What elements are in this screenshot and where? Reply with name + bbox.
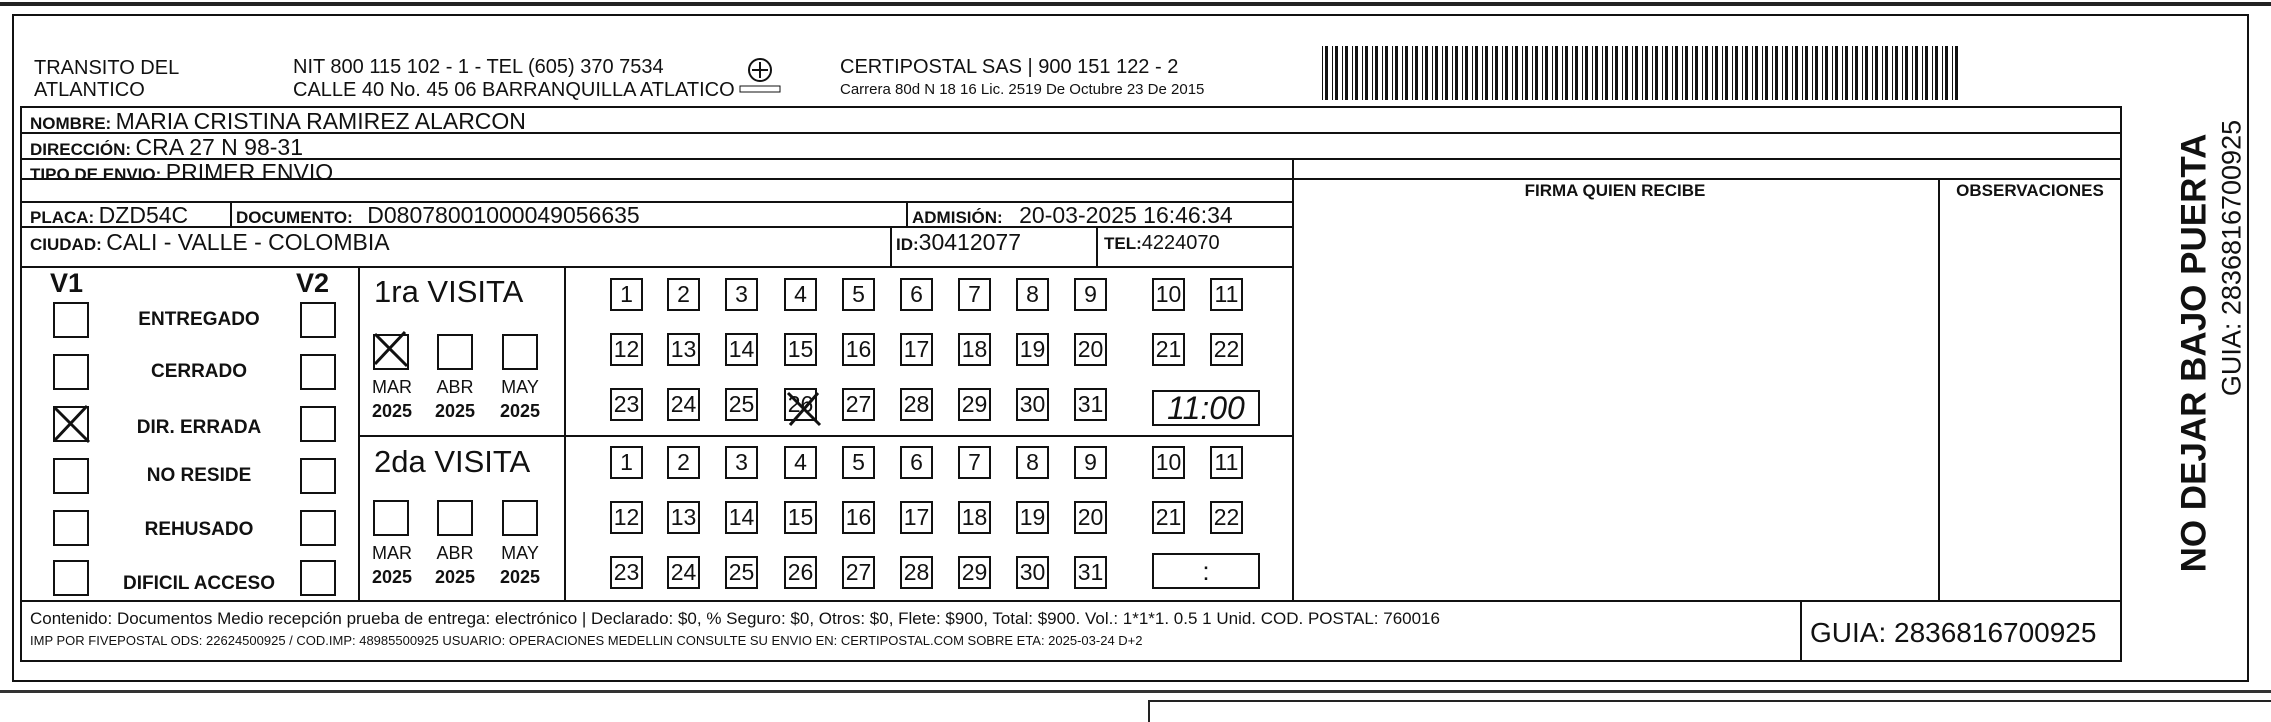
second-visit-year-may: 2025 <box>499 567 541 587</box>
second-visit-day-17[interactable]: 17 <box>900 501 933 534</box>
courier-name: CERTIPOSTAL SAS | 900 151 122 - 2 <box>840 56 1179 78</box>
barcode-bar <box>1842 46 1843 100</box>
first-visit-day-2[interactable]: 2 <box>667 278 700 311</box>
day-26-x-mark-icon <box>784 389 824 429</box>
barcode-bar <box>1612 46 1613 100</box>
scan-edge-top <box>0 2 2271 6</box>
first-visit-year-mar: 2025 <box>371 401 413 421</box>
barcode-bar <box>1415 46 1418 100</box>
tipo-value: PRIMER ENVIO <box>165 159 334 185</box>
v2-checkbox-no-reside[interactable] <box>300 458 336 494</box>
first-visit-day-8[interactable]: 8 <box>1016 278 1049 311</box>
issuer-name: TRANSITO DEL ATLANTICO <box>34 57 180 101</box>
barcode-bar <box>1792 46 1793 100</box>
barcode-bar <box>1432 46 1433 100</box>
second-visit-day-14[interactable]: 14 <box>725 501 758 534</box>
barcode-bar <box>1652 46 1653 100</box>
issuer-address: CALLE 40 No. 45 06 BARRANQUILLA ATLATICO <box>293 79 735 101</box>
barcode-bar <box>1802 46 1803 100</box>
barcode-bar <box>1822 46 1823 100</box>
barcode <box>1322 46 1962 100</box>
courier-address: Carrera 80d N 18 16 Lic. 2519 De Octubre 23 De 2015 <box>840 81 1205 98</box>
v1-checkbox-dificil-acceso[interactable] <box>53 560 89 596</box>
barcode-bar <box>1855 46 1858 100</box>
v1-checkbox-entregado[interactable] <box>53 302 89 338</box>
checkmark-x-icon <box>49 402 93 446</box>
first-visit-day-22[interactable]: 22 <box>1210 333 1243 366</box>
first-visit-day-13[interactable]: 13 <box>667 333 700 366</box>
v1-checkbox-dir-errada[interactable] <box>53 406 89 442</box>
second-visit-day-4[interactable]: 4 <box>784 446 817 479</box>
first-visit-day-30[interactable]: 30 <box>1016 388 1049 421</box>
barcode-bar <box>1575 46 1578 100</box>
barcode-bar <box>1452 46 1453 100</box>
barcode-bar <box>1662 46 1663 100</box>
barcode-bar <box>1435 46 1438 100</box>
first-visit-day-11[interactable]: 11 <box>1210 278 1243 311</box>
barcode-bar <box>1942 46 1943 100</box>
barcode-bar <box>1872 46 1873 100</box>
barcode-bar <box>1342 46 1343 100</box>
first-visit-day-7[interactable]: 7 <box>958 278 991 311</box>
second-visit-time-box[interactable] <box>1152 553 1260 589</box>
first-visit-day-5[interactable]: 5 <box>842 278 875 311</box>
barcode-bar <box>1915 46 1918 100</box>
second-visit-day-12[interactable]: 12 <box>610 501 643 534</box>
barcode-bar <box>1752 46 1753 100</box>
barcode-bar <box>1345 46 1348 100</box>
barcode-bar <box>1735 46 1738 100</box>
second-visit-day-10[interactable]: 10 <box>1152 446 1185 479</box>
barcode-bar <box>1615 46 1618 100</box>
barcode-bar <box>1715 46 1718 100</box>
barcode-bar <box>1782 46 1783 100</box>
first-visit-day-6[interactable]: 6 <box>900 278 933 311</box>
second-visit-day-6[interactable]: 6 <box>900 446 933 479</box>
barcode-bar <box>1825 46 1828 100</box>
barcode-bar <box>1322 46 1323 100</box>
barcode-bar <box>1375 46 1378 100</box>
barcode-bar <box>1722 46 1723 100</box>
barcode-bar <box>1325 46 1328 100</box>
tel-value: 4224070 <box>1141 232 1220 254</box>
second-visit-day-2[interactable]: 2 <box>667 446 700 479</box>
barcode-bar <box>1535 46 1538 100</box>
barcode-bar <box>1862 46 1863 100</box>
v2-checkbox-dir-errada[interactable] <box>300 406 336 442</box>
issuer-nit: NIT 800 115 102 - 1 - TEL (605) 370 7534 <box>293 56 664 78</box>
first-visit-month-mar[interactable] <box>373 334 409 370</box>
barcode-bar <box>1762 46 1763 100</box>
barcode-bar <box>1455 46 1458 100</box>
barcode-bar <box>1935 46 1938 100</box>
barcode-bar <box>1595 46 1598 100</box>
barcode-bar <box>1355 46 1358 100</box>
barcode-bar <box>1422 46 1423 100</box>
barcode-bar <box>1775 46 1778 100</box>
second-visit-month-label-may: MAY <box>501 543 539 563</box>
first-visit-day-18[interactable]: 18 <box>958 333 991 366</box>
barcode-bar <box>1845 46 1848 100</box>
scan-edge-bottom <box>0 690 2271 693</box>
barcode-bar <box>1392 46 1393 100</box>
barcode-bar <box>1492 46 1493 100</box>
first-visit-day-23[interactable]: 23 <box>610 388 643 421</box>
second-visit-title: 2da VISITA <box>374 444 531 479</box>
v2-label: V2 <box>296 268 330 298</box>
tel-row: TEL:4224070 <box>1104 232 1220 254</box>
barcode-bar <box>1542 46 1543 100</box>
first-visit-day-20[interactable]: 20 <box>1074 333 1107 366</box>
barcode-bar <box>1692 46 1693 100</box>
second-visit-day-30[interactable]: 30 <box>1016 556 1049 589</box>
barcode-bar <box>1945 46 1948 100</box>
first-visit-day-31[interactable]: 31 <box>1074 388 1107 421</box>
second-visit-day-28[interactable]: 28 <box>900 556 933 589</box>
barcode-bar <box>1832 46 1833 100</box>
first-visit-day-25[interactable]: 25 <box>725 388 758 421</box>
id-value: 30412077 <box>918 229 1022 255</box>
barcode-bar <box>1532 46 1533 100</box>
second-visit-day-27[interactable]: 27 <box>842 556 875 589</box>
barcode-bar <box>1552 46 1553 100</box>
barcode-bar <box>1505 46 1508 100</box>
barcode-bar <box>1705 46 1708 100</box>
v1-checkbox-no-reside[interactable] <box>53 458 89 494</box>
second-visit-day-26[interactable]: 26 <box>784 556 817 589</box>
barcode-bar <box>1395 46 1398 100</box>
barcode-bar <box>1372 46 1373 100</box>
barcode-bar <box>1655 46 1658 100</box>
first-visit-day-15[interactable]: 15 <box>784 333 817 366</box>
barcode-bar <box>1725 46 1728 100</box>
barcode-bar <box>1732 46 1733 100</box>
barcode-bar <box>1425 46 1428 100</box>
first-visit-day-21[interactable]: 21 <box>1152 333 1185 366</box>
second-visit-year-mar: 2025 <box>371 567 413 587</box>
first-visit-day-9[interactable]: 9 <box>1074 278 1107 311</box>
first-visit-year-may: 2025 <box>499 401 541 421</box>
barcode-bar <box>1585 46 1588 100</box>
second-visit-day-25[interactable]: 25 <box>725 556 758 589</box>
admision-row: ADMISIÓN: 20-03-2025 16:46:34 <box>912 202 1233 228</box>
barcode-bar <box>1465 46 1468 100</box>
side-warning: NO DEJAR BAJO PUERTA <box>2174 133 2214 573</box>
first-visit-time-box[interactable] <box>1152 390 1260 426</box>
barcode-bar <box>1882 46 1883 100</box>
first-visit-day-12[interactable]: 12 <box>610 333 643 366</box>
barcode-bar <box>1475 46 1478 100</box>
first-visit-year-abr: 2025 <box>434 401 476 421</box>
footer-contenido: Contenido: Documentos Medio recepción prueba de entrega: electrónico | Declarado: $0, % Seguro: $0, Otros: $0, Flete: $900, Total: $900. Vol.: 1*1*1. 0.5 1 Unid. COD. POSTAL: 760016 <box>30 609 1440 628</box>
barcode-bar <box>1362 46 1363 100</box>
nombre-value: MARIA CRISTINA RAMIREZ ALARCON <box>115 108 526 134</box>
second-visit-month-abr[interactable] <box>437 500 473 536</box>
barcode-bar <box>1672 46 1673 100</box>
first-visit-day-27[interactable]: 27 <box>842 388 875 421</box>
status-no-reside: NO RESIDE <box>146 465 252 486</box>
v2-checkbox-cerrado[interactable] <box>300 354 336 390</box>
tipo-row: TIPO DE ENVIO: PRIMER ENVIO <box>30 159 334 185</box>
second-visit-day-19[interactable]: 19 <box>1016 501 1049 534</box>
first-visit-month-abr[interactable] <box>437 334 473 370</box>
documento-value: D08078001000049056635 <box>367 202 640 228</box>
status-rehusado: REHUSADO <box>144 519 254 540</box>
barcode-bar <box>1352 46 1353 100</box>
direccion-row: DIRECCIÓN: CRA 27 N 98-31 <box>30 134 303 160</box>
barcode-bar <box>1555 46 1558 100</box>
barcode-bar <box>1905 46 1908 100</box>
second-visit-month-label-mar: MAR <box>372 543 412 563</box>
first-visit-day-3[interactable]: 3 <box>725 278 758 311</box>
second-visit-month-mar[interactable] <box>373 500 409 536</box>
second-visit-day-5[interactable]: 5 <box>842 446 875 479</box>
first-visit-month-label-abr: ABR <box>436 377 474 397</box>
first-visit-title: 1ra VISITA <box>374 274 524 309</box>
barcode-bar <box>1592 46 1593 100</box>
barcode-bar <box>1765 46 1768 100</box>
barcode-bar <box>1402 46 1403 100</box>
first-visit-day-28[interactable]: 28 <box>900 388 933 421</box>
barcode-bar <box>1502 46 1503 100</box>
barcode-bar <box>1702 46 1703 100</box>
barcode-bar <box>1795 46 1798 100</box>
barcode-bar <box>1932 46 1933 100</box>
second-visit-day-22[interactable]: 22 <box>1210 501 1243 534</box>
barcode-bar <box>1632 46 1633 100</box>
second-visit-month-may[interactable] <box>502 500 538 536</box>
second-visit-day-1[interactable]: 1 <box>610 446 643 479</box>
barcode-bar <box>1625 46 1628 100</box>
first-visit-day-1[interactable]: 1 <box>610 278 643 311</box>
first-visit-day-16[interactable]: 16 <box>842 333 875 366</box>
v1-label: V1 <box>50 268 84 298</box>
barcode-bar <box>1835 46 1838 100</box>
barcode-bar <box>1495 46 1498 100</box>
second-visit-day-16[interactable]: 16 <box>842 501 875 534</box>
barcode-bar <box>1742 46 1743 100</box>
barcode-bar <box>1525 46 1528 100</box>
barcode-bar <box>1602 46 1603 100</box>
first-visit-day-4[interactable]: 4 <box>784 278 817 311</box>
placa-value: DZD54C <box>98 202 189 228</box>
second-visit-day-18[interactable]: 18 <box>958 501 991 534</box>
barcode-bar <box>1332 46 1333 100</box>
second-visit-day-11[interactable]: 11 <box>1210 446 1243 479</box>
barcode-bar <box>1522 46 1523 100</box>
second-visit-month-label-abr: ABR <box>436 543 474 563</box>
id-row: ID:30412077 <box>896 229 1022 255</box>
footer-imp: IMP POR FIVEPOSTAL ODS: 22624500925 / COD.IMP: 48985500925 USUARIO: OPERACIONES MEDELLIN CONSULTE SU ENVIO EN: CERTIPOSTAL.COM SOBRE ETA: 2025-03-24 D+2 <box>30 633 1143 648</box>
barcode-bar <box>1582 46 1583 100</box>
barcode-bar <box>1682 46 1683 100</box>
barcode-bar <box>1755 46 1758 100</box>
documento-row: DOCUMENTO: D08078001000049056635 <box>236 202 640 228</box>
barcode-bar <box>1925 46 1928 100</box>
barcode-bar <box>1512 46 1513 100</box>
barcode-bar <box>1772 46 1773 100</box>
barcode-bar <box>1565 46 1568 100</box>
barcode-bar <box>1812 46 1813 100</box>
second-visit-day-3[interactable]: 3 <box>725 446 758 479</box>
second-visit-time: : <box>1202 556 1210 586</box>
first-visit-month-label-may: MAY <box>501 377 539 397</box>
barcode-bar <box>1385 46 1388 100</box>
barcode-bar <box>1885 46 1888 100</box>
barcode-bar <box>1335 46 1338 100</box>
barcode-bar <box>1712 46 1713 100</box>
status-dir-errada: DIR. ERRADA <box>136 417 262 438</box>
status-dificil-acceso: DIFICIL ACCESO <box>122 573 275 594</box>
second-visit-year-abr: 2025 <box>434 567 476 587</box>
barcode-bar <box>1815 46 1818 100</box>
barcode-bar <box>1365 46 1368 100</box>
barcode-bar <box>1695 46 1698 100</box>
second-visit-day-8[interactable]: 8 <box>1016 446 1049 479</box>
barcode-bar <box>1745 46 1748 100</box>
nombre-row: NOMBRE: MARIA CRISTINA RAMIREZ ALARCON <box>30 108 526 134</box>
barcode-bar <box>1442 46 1443 100</box>
barcode-bar <box>1572 46 1573 100</box>
barcode-bar <box>1875 46 1878 100</box>
second-visit-day-15[interactable]: 15 <box>784 501 817 534</box>
barcode-bar <box>1785 46 1788 100</box>
barcode-bar <box>1635 46 1638 100</box>
ciudad-value: CALI - VALLE - COLOMBIA <box>106 229 390 255</box>
v1-checkbox-cerrado[interactable] <box>53 354 89 390</box>
second-visit-day-23[interactable]: 23 <box>610 556 643 589</box>
second-visit-day-24[interactable]: 24 <box>667 556 700 589</box>
first-visit-month-label-mar: MAR <box>372 377 412 397</box>
observaciones-header: OBSERVACIONES <box>1956 181 2104 200</box>
scan-edge-box <box>1148 700 2271 722</box>
barcode-bar <box>1485 46 1488 100</box>
barcode-bar <box>1685 46 1688 100</box>
direccion-value: CRA 27 N 98-31 <box>135 134 303 160</box>
status-cerrado: CERRADO <box>150 361 248 382</box>
barcode-bar <box>1445 46 1448 100</box>
barcode-bar <box>1562 46 1563 100</box>
v1-checkbox-rehusado[interactable] <box>53 510 89 546</box>
barcode-bar <box>1665 46 1668 100</box>
first-visit-day-24[interactable]: 24 <box>667 388 700 421</box>
barcode-bar <box>1645 46 1648 100</box>
barcode-bar <box>1852 46 1853 100</box>
second-visit-day-29[interactable]: 29 <box>958 556 991 589</box>
certipostal-logo-icon <box>738 56 782 96</box>
barcode-bar <box>1955 46 1958 100</box>
second-visit-day-13[interactable]: 13 <box>667 501 700 534</box>
first-visit-day-19[interactable]: 19 <box>1016 333 1049 366</box>
first-visit-day-17[interactable]: 17 <box>900 333 933 366</box>
second-visit-day-21[interactable]: 21 <box>1152 501 1185 534</box>
status-entregado: ENTREGADO <box>138 309 260 330</box>
side-guia: GUIA: 2836816700925 <box>2216 119 2247 397</box>
second-visit-day-9[interactable]: 9 <box>1074 446 1107 479</box>
barcode-bar <box>1895 46 1898 100</box>
barcode-bar <box>1642 46 1643 100</box>
barcode-bar <box>1482 46 1483 100</box>
first-visit-day-29[interactable]: 29 <box>958 388 991 421</box>
barcode-bar <box>1865 46 1868 100</box>
barcode-bar <box>1605 46 1608 100</box>
first-visit-day-26[interactable]: 26 <box>784 388 817 421</box>
placa-row: PLACA: DZD54C <box>30 202 189 228</box>
first-visit-day-14[interactable]: 14 <box>725 333 758 366</box>
barcode-bar <box>1922 46 1923 100</box>
barcode-bar <box>1952 46 1953 100</box>
firma-header: FIRMA QUIEN RECIBE <box>1524 181 1706 200</box>
barcode-bar <box>1515 46 1518 100</box>
barcode-bar <box>1622 46 1623 100</box>
first-visit-month-may[interactable] <box>502 334 538 370</box>
checkmark-x-icon <box>371 330 411 370</box>
barcode-bar <box>1892 46 1893 100</box>
ciudad-row: CIUDAD: CALI - VALLE - COLOMBIA <box>30 229 390 255</box>
barcode-bar <box>1472 46 1473 100</box>
barcode-bar <box>1912 46 1913 100</box>
barcode-bar <box>1382 46 1383 100</box>
second-visit-day-7[interactable]: 7 <box>958 446 991 479</box>
footer-guia: GUIA: 2836816700925 <box>1810 617 2097 648</box>
barcode-bar <box>1545 46 1548 100</box>
first-visit-time: 11:00 <box>1167 390 1245 426</box>
second-visit-day-31[interactable]: 31 <box>1074 556 1107 589</box>
first-visit-day-10[interactable]: 10 <box>1152 278 1185 311</box>
barcode-bar <box>1902 46 1903 100</box>
admision-value: 20-03-2025 16:46:34 <box>1019 202 1233 228</box>
barcode-bar <box>1462 46 1463 100</box>
barcode-bar <box>1405 46 1408 100</box>
v2-checkbox-dificil-acceso[interactable] <box>300 560 336 596</box>
second-visit-day-20[interactable]: 20 <box>1074 501 1107 534</box>
barcode-bar <box>1412 46 1413 100</box>
v2-checkbox-rehusado[interactable] <box>300 510 336 546</box>
v2-checkbox-entregado[interactable] <box>300 302 336 338</box>
barcode-bar <box>1805 46 1808 100</box>
barcode-bar <box>1675 46 1678 100</box>
